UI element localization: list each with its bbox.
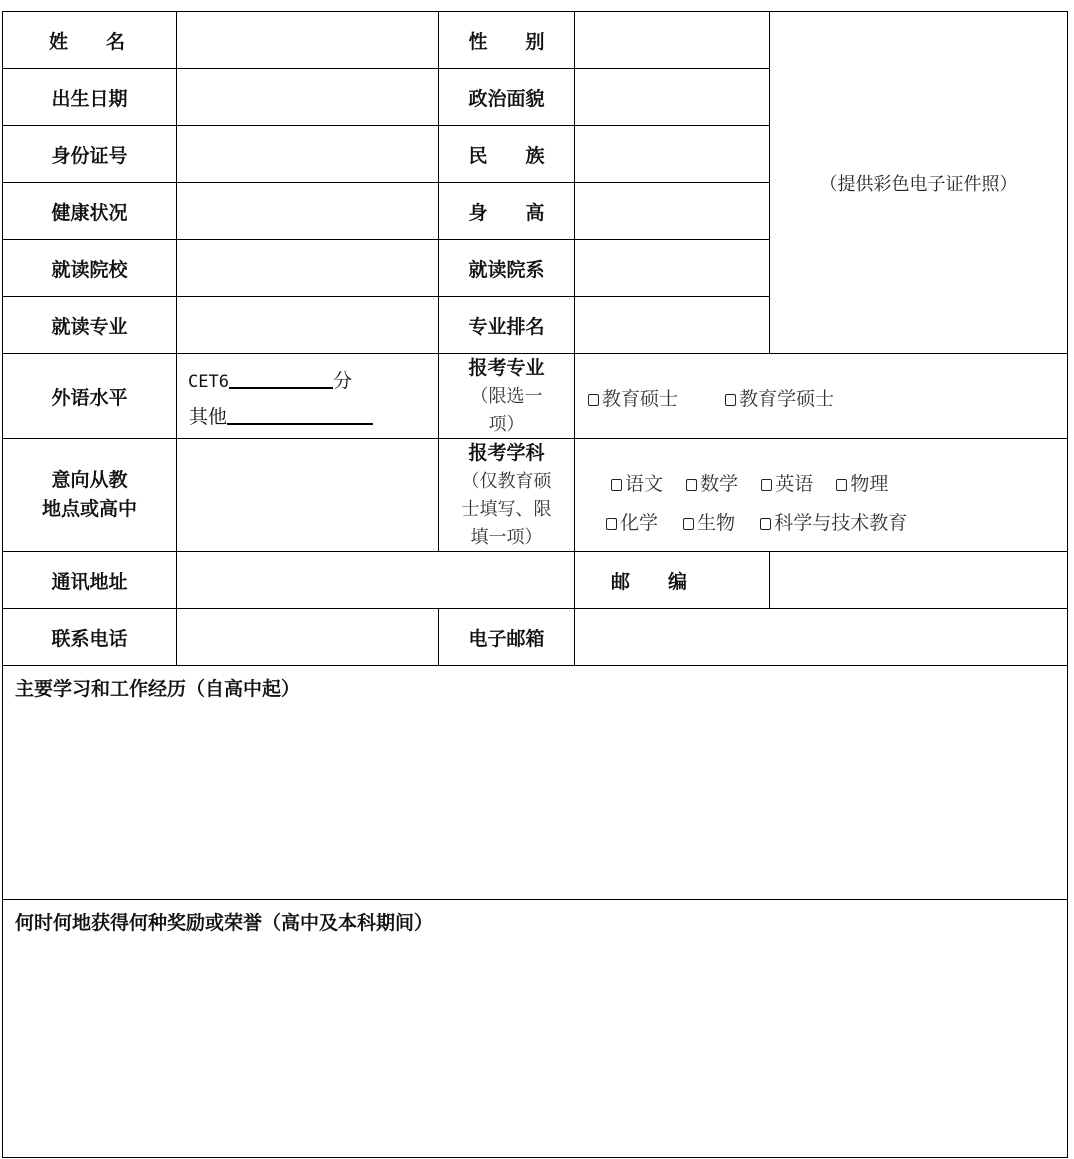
- apply-subject-options: [574, 438, 1068, 551]
- option-edu-master[interactable]: [588, 388, 678, 410]
- option-edu-master-label: 教育硕士: [602, 388, 679, 410]
- option-education-master-label: 教育学硕士: [739, 388, 835, 410]
- experience-section[interactable]: [2, 665, 1068, 899]
- input-health[interactable]: [176, 182, 438, 239]
- input-phone[interactable]: [176, 608, 438, 665]
- label-political-status: [438, 68, 574, 125]
- label-apply-major: [438, 353, 574, 438]
- label-name: [2, 11, 176, 68]
- apply-major-title: 报考专业: [468, 356, 545, 379]
- subject-option-label: 物理: [850, 473, 889, 495]
- label-postcode: [574, 551, 769, 608]
- other-language-label: 其他: [189, 406, 228, 428]
- label-address: [2, 551, 176, 608]
- input-gender[interactable]: [574, 11, 769, 68]
- subject-option-label: 英语: [775, 473, 814, 495]
- input-birth-date[interactable]: [176, 68, 438, 125]
- other-language-row: [189, 402, 373, 429]
- option-education-master[interactable]: [725, 388, 834, 410]
- input-height[interactable]: [574, 182, 769, 239]
- label-birth-date-text: 出生日期: [51, 87, 128, 110]
- label-department: [438, 239, 574, 296]
- label-political-status-text: 政治面貌: [468, 87, 545, 110]
- label-gender-text: 性 别: [468, 30, 545, 53]
- label-phone: [2, 608, 176, 665]
- input-school[interactable]: [176, 239, 438, 296]
- checkbox-icon[interactable]: [683, 518, 694, 530]
- checkbox-icon[interactable]: [606, 518, 617, 530]
- subject-row-1: [611, 469, 888, 496]
- apply-major-option-list: [588, 384, 834, 411]
- label-name-text: 姓 名: [49, 30, 126, 53]
- subject-option-label: 化学: [620, 512, 659, 534]
- label-major-rank-text: 专业排名: [468, 315, 545, 338]
- subject-option[interactable]: [606, 512, 658, 534]
- photo-box[interactable]: [769, 11, 1068, 353]
- label-major-rank: [438, 296, 574, 353]
- apply-subject-title: 报考学科: [468, 441, 545, 464]
- input-address[interactable]: [176, 551, 574, 608]
- other-language-field[interactable]: [227, 407, 373, 425]
- input-postcode[interactable]: [769, 551, 1068, 608]
- subject-option[interactable]: [683, 512, 735, 534]
- checkbox-icon[interactable]: [761, 479, 772, 491]
- label-id-number: [2, 125, 176, 182]
- subject-option[interactable]: [836, 473, 888, 495]
- input-intent[interactable]: [176, 438, 438, 551]
- cet6-score-field[interactable]: [229, 371, 333, 389]
- label-id-number-text: 身份证号: [51, 144, 128, 167]
- photo-note: （提供彩色电子证件照）: [819, 173, 1018, 195]
- label-phone-text: 联系电话: [51, 627, 128, 650]
- label-birth-date: [2, 68, 176, 125]
- label-health: [2, 182, 176, 239]
- apply-major-note-1: （限选一: [470, 385, 543, 407]
- label-gender: [438, 11, 574, 68]
- input-ethnicity[interactable]: [574, 125, 769, 182]
- label-postcode-text: 邮 编: [611, 570, 688, 593]
- application-form: [2, 11, 1068, 1158]
- label-height: [438, 182, 574, 239]
- label-department-text: 就读院系: [468, 258, 545, 281]
- label-ethnicity: [438, 125, 574, 182]
- label-health-text: 健康状况: [51, 201, 128, 224]
- awards-title: 何时何地获得何种奖励或荣誉（高中及本科期间）: [15, 912, 434, 934]
- cet6-prefix: CET6: [188, 372, 229, 392]
- label-major-text: 就读专业: [51, 315, 128, 338]
- checkbox-icon[interactable]: [611, 479, 622, 491]
- checkbox-icon[interactable]: [725, 394, 736, 406]
- label-address-text: 通讯地址: [51, 570, 128, 593]
- input-major-rank[interactable]: [574, 296, 769, 353]
- input-department[interactable]: [574, 239, 769, 296]
- subject-option-label: 生物: [697, 512, 736, 534]
- subject-option[interactable]: [761, 473, 813, 495]
- checkbox-icon[interactable]: [588, 394, 599, 406]
- checkbox-icon[interactable]: [836, 479, 847, 491]
- label-language: [2, 353, 176, 438]
- input-name[interactable]: [176, 11, 438, 68]
- subject-option-label: 数学: [700, 473, 739, 495]
- subject-option[interactable]: [686, 473, 738, 495]
- language-inputs: [176, 353, 438, 438]
- awards-section[interactable]: [2, 899, 1068, 1158]
- label-apply-subject: [438, 438, 574, 551]
- label-major: [2, 296, 176, 353]
- apply-major-options: [574, 353, 1068, 438]
- input-id-number[interactable]: [176, 125, 438, 182]
- input-political-status[interactable]: [574, 68, 769, 125]
- label-email: [438, 608, 574, 665]
- apply-major-note-2: 项）: [488, 413, 525, 435]
- label-intent-line1: 意向从教: [51, 469, 128, 491]
- label-intent: [2, 438, 176, 551]
- apply-subject-note-3: 填一项）: [470, 526, 543, 548]
- label-language-text: 外语水平: [51, 386, 128, 409]
- label-email-text: 电子邮箱: [468, 627, 545, 650]
- experience-title: 主要学习和工作经历（自高中起）: [15, 678, 301, 700]
- checkbox-icon[interactable]: [686, 479, 697, 491]
- subject-row-2: [606, 508, 907, 535]
- label-height-text: 身 高: [468, 201, 545, 224]
- label-school: [2, 239, 176, 296]
- cet6-row: [188, 366, 352, 393]
- subject-option[interactable]: [760, 512, 907, 534]
- subject-option-label: 科学与技术教育: [774, 512, 908, 534]
- label-ethnicity-text: 民 族: [468, 144, 545, 167]
- apply-subject-note-2: 士填写、限: [461, 498, 552, 520]
- label-intent-line2: 地点或高中: [41, 498, 137, 520]
- label-school-text: 就读院校: [51, 258, 128, 281]
- input-major[interactable]: [176, 296, 438, 353]
- checkbox-icon[interactable]: [760, 518, 771, 530]
- subject-option[interactable]: [611, 473, 663, 495]
- apply-subject-note-1: （仅教育硕: [461, 470, 552, 492]
- cet6-unit: 分: [332, 370, 352, 392]
- subject-option-label: 语文: [625, 473, 664, 495]
- input-email[interactable]: [574, 608, 1068, 665]
